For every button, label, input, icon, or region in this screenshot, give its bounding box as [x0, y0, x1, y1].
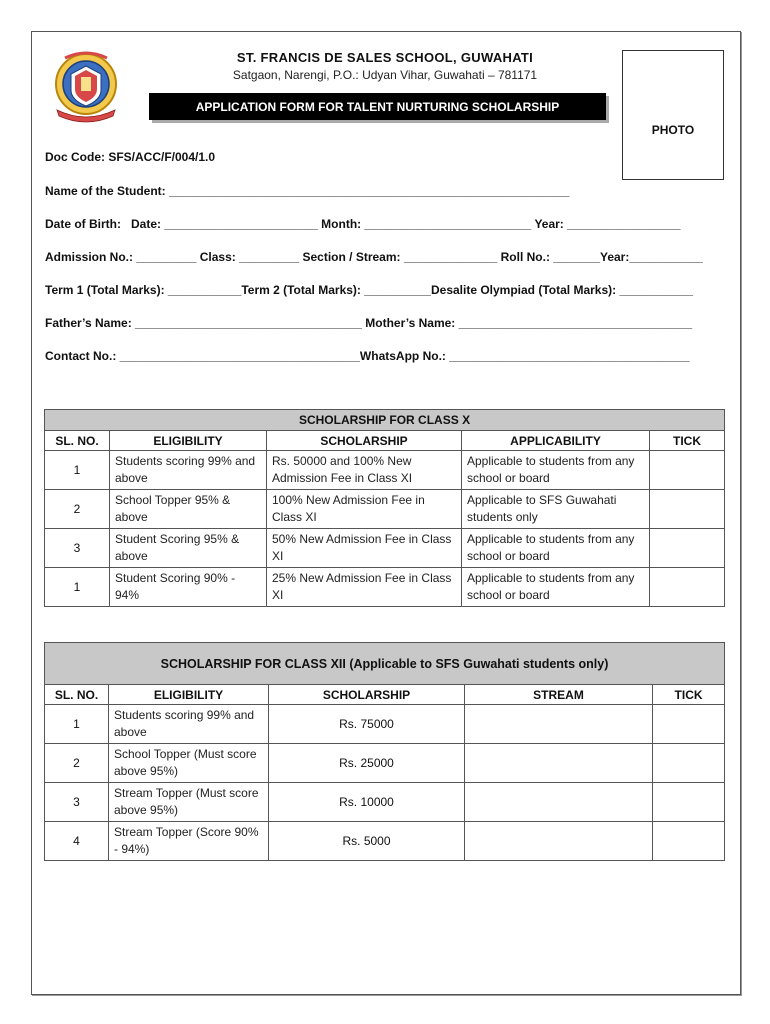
- header-sl-no: SL. NO.: [45, 431, 110, 451]
- photo-label: PHOTO: [651, 123, 695, 137]
- tick-cell[interactable]: [653, 744, 725, 783]
- scholarship-cell: Rs. 75000: [269, 705, 465, 744]
- total-marks-field[interactable]: Term 1 (Total Marks): ___________Term 2 (Total Marks): __________Desalite Olympiad (Total Marks): ___________: [45, 283, 693, 297]
- eligibility-cell: Student Scoring 95% & above: [110, 529, 267, 568]
- sl-no-cell: 2: [45, 744, 109, 783]
- applicability-cell: Applicable to students from any school or board: [462, 568, 650, 607]
- form-title-banner: APPLICATION FORM FOR TALENT NURTURING SCHOLARSHIP: [149, 93, 606, 120]
- eligibility-cell: Student Scoring 90% - 94%: [110, 568, 267, 607]
- scholarship-cell: 50% New Admission Fee in Class XI: [267, 529, 462, 568]
- sl-no-cell: 3: [45, 783, 109, 822]
- header-scholarship: SCHOLARSHIP: [269, 685, 465, 705]
- header-stream: STREAM: [465, 685, 653, 705]
- scholarship-cell: Rs. 25000: [269, 744, 465, 783]
- stream-cell[interactable]: [465, 783, 653, 822]
- table-row: [45, 705, 725, 744]
- tick-cell[interactable]: [650, 568, 725, 607]
- tick-cell[interactable]: [650, 490, 725, 529]
- header-tick: TICK: [650, 431, 725, 451]
- applicability-cell: Applicable to students from any school or board: [462, 529, 650, 568]
- table-row: [45, 529, 725, 568]
- table-row: [45, 822, 725, 861]
- class-x-scholarship-table: [44, 409, 725, 607]
- table-row: [45, 451, 725, 490]
- eligibility-cell: School Topper 95% & above: [110, 490, 267, 529]
- applicability-cell: Applicable to SFS Guwahati students only: [462, 490, 650, 529]
- eligibility-cell: Stream Topper (Must score above 95%): [109, 783, 269, 822]
- header-eligibility: ELIGIBILITY: [109, 685, 269, 705]
- admission-class-field[interactable]: Admission No.: _________ Class: _________ Section / Stream: ______________ Roll No.: _______Year:___________: [45, 250, 703, 264]
- stream-cell[interactable]: [465, 705, 653, 744]
- table-row: [45, 490, 725, 529]
- eligibility-cell: School Topper (Must score above 95%): [109, 744, 269, 783]
- sl-no-cell: 4: [45, 822, 109, 861]
- sl-no-cell: 1: [45, 451, 110, 490]
- sl-no-cell: 3: [45, 529, 110, 568]
- sl-no-cell: 1: [45, 705, 109, 744]
- scholarship-cell: Rs. 10000: [269, 783, 465, 822]
- contact-field[interactable]: Contact No.: ____________________________________WhatsApp No.: ____________________________________: [45, 349, 690, 363]
- class-xii-scholarship-table: [44, 642, 725, 861]
- scholarship-cell: 25% New Admission Fee in Class XI: [267, 568, 462, 607]
- tick-cell[interactable]: [653, 822, 725, 861]
- doc-code: Doc Code: SFS/ACC/F/004/1.0: [45, 150, 216, 164]
- photo-box: [622, 50, 724, 180]
- parents-name-field[interactable]: Father’s Name: __________________________________ Mother’s Name: ___________________________________: [45, 316, 693, 330]
- date-of-birth-field[interactable]: Date of Birth: Date: _______________________ Month: _________________________ Year: _________________: [45, 217, 681, 231]
- tick-cell[interactable]: [653, 783, 725, 822]
- sl-no-cell: 2: [45, 490, 110, 529]
- header-scholarship: SCHOLARSHIP: [267, 431, 462, 451]
- class-xii-title: SCHOLARSHIP FOR CLASS XII (Applicable to SFS Guwahati students only): [45, 643, 725, 685]
- scholarship-cell: Rs. 50000 and 100% New Admission Fee in Class XI: [267, 451, 462, 490]
- tick-cell[interactable]: [650, 529, 725, 568]
- header-eligibility: ELIGIBILITY: [110, 431, 267, 451]
- header-applicability: APPLICABILITY: [462, 431, 650, 451]
- table-row: [45, 744, 725, 783]
- scholarship-cell: 100% New Admission Fee in Class XI: [267, 490, 462, 529]
- class-x-title: SCHOLARSHIP FOR CLASS X: [45, 410, 725, 431]
- tick-cell[interactable]: [650, 451, 725, 490]
- applicability-cell: Applicable to students from any school or board: [462, 451, 650, 490]
- header-tick: TICK: [653, 685, 725, 705]
- tick-cell[interactable]: [653, 705, 725, 744]
- school-address: Satgaon, Narengi, P.O.: Udyan Vihar, Guwahati – 781171: [232, 68, 538, 82]
- header-sl-no: SL. NO.: [45, 685, 109, 705]
- stream-cell[interactable]: [465, 744, 653, 783]
- scholarship-cell: Rs. 5000: [269, 822, 465, 861]
- table-row: [45, 568, 725, 607]
- school-name: ST. FRANCIS DE SALES SCHOOL, GUWAHATI: [236, 50, 534, 65]
- table-row: [45, 783, 725, 822]
- eligibility-cell: Students scoring 99% and above: [109, 705, 269, 744]
- eligibility-cell: Students scoring 99% and above: [110, 451, 267, 490]
- stream-cell[interactable]: [465, 822, 653, 861]
- eligibility-cell: Stream Topper (Score 90% - 94%): [109, 822, 269, 861]
- sl-no-cell: 1: [45, 568, 110, 607]
- student-name-field[interactable]: Name of the Student: ____________________________________________________________: [45, 184, 570, 198]
